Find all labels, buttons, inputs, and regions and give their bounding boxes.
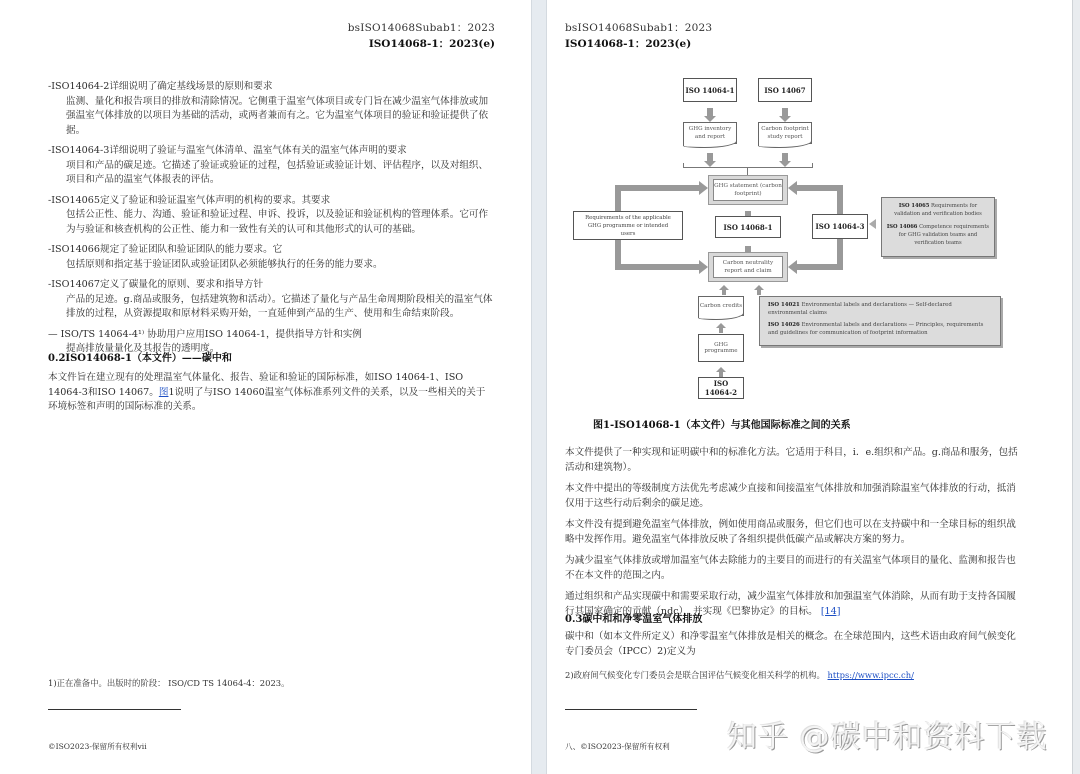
figure-link[interactable]: 图	[158, 386, 169, 398]
panel-line-iso-14021: ISO 14021 Environmental labels and declarations — Self-declared environmental claims	[768, 302, 952, 316]
list-item-lead: -ISO14067定义了碳量化的原则、要求和指导方针	[48, 279, 264, 290]
loop-bar	[615, 185, 699, 191]
scrollbar-edge[interactable]	[1072, 0, 1080, 774]
right-header-ref: bsISO14068Subab1：2023	[565, 22, 713, 34]
list-item-lead: -ISO14065定义了验证和验证温室气体声明的机构的要求。其要求	[48, 194, 331, 206]
paragraph: 本文件没有提到避免温室气体排放，例如使用商品或服务，但它们也可以在支持碳中和一全球目标的组织战略中发挥作用。避免温室气体排放反映了各组织提供低碳产品或解决方案的努力。	[565, 519, 1016, 545]
right-footer: 八、©ISO2023-保留所有权利	[565, 742, 670, 751]
paragraph-text-post: 1说明了与ISO 14060温室气体标准系列文件的关系，以及一些相关的关于环境标签和声明的国际标准的关系。	[48, 386, 486, 412]
paragraph: 本文件中提出的等级制度方法优先考虑减少直接和间接温室气体排放和加强消除温室气体排放的行动，抵消仅用于这些行动后剩余的碳足迹。	[565, 483, 1016, 509]
standards-list	[48, 80, 493, 357]
box-iso-14068-1: ISO 14068-1	[715, 216, 781, 238]
doc-ghg-inventory: GHG inventory and report	[683, 122, 737, 144]
reference-link-14[interactable]: [14]	[820, 605, 841, 617]
relationship-diagram	[547, 0, 1072, 410]
page-gutter	[531, 0, 547, 774]
carbon-neutrality-report: Carbon neutrality report and claim	[713, 256, 783, 278]
loop-bar	[615, 185, 621, 211]
paragraph: 为减少温室气体排放或增加温室气体去除能力的主要目的而进行的有关温室气体项目的量化、监测和报告也不在本文件的范围之内。	[565, 555, 1016, 581]
list-item	[48, 278, 493, 322]
paragraph-text: 通过组织和产品实现碳中和需要采取行动，减少温室气体排放和加强温室气体消除，从而有助于支持各国履行其国家确定的贡献（ndc），并实现《巴黎协定》的目标。	[565, 591, 1016, 617]
box-iso-14064-1: ISO 14064-1	[683, 78, 737, 102]
list-item-lead: -ISO14064-2详细说明了确定基线场景的原则和要求	[48, 81, 273, 92]
doc-carbon-footprint: Carbon footprint study report	[758, 122, 812, 144]
section-paragraph: 碳中和（如本文件所定义）和净零温室气体排放是相关的概念。在全球范围内，这些术语由政府间气候变化专门委员会（IPCC）2)定义为	[565, 631, 1016, 657]
footnote-divider	[565, 709, 697, 710]
footnote-1: 1)正在准备中。出版时的阶段： ISO/CD TS 14064-4：2023。	[48, 678, 290, 688]
doc-carbon-credits: Carbon credits	[698, 296, 744, 316]
arrow-right-icon	[699, 181, 708, 195]
box-ghg-programme: GHG programme	[698, 334, 744, 362]
arrow-right-icon	[699, 260, 708, 274]
list-item	[48, 144, 493, 188]
box-iso-14067: ISO 14067	[758, 78, 812, 102]
list-item-body: 项目和产品的碳足迹。它描述了验证或验证的过程，包括验证或验证计划、评估程序，以及对组织、项目和产品的温室气体报表的评估。	[66, 159, 489, 185]
body-paragraphs	[565, 446, 1025, 619]
labels-declarations-panel	[759, 296, 1001, 346]
footnote-text: 2)政府间气候变化专门委员会是联合国评估气候变化相关科学的机构。	[565, 670, 825, 680]
footnote-2	[565, 669, 914, 681]
list-item	[48, 243, 493, 272]
left-page	[0, 0, 531, 774]
intro-paragraph	[48, 371, 493, 415]
list-item	[48, 194, 493, 238]
section-heading-0-3: 0.3碳中和和净零温室气体排放	[565, 614, 703, 625]
left-header-title: ISO14068-1：2023(e)	[368, 38, 495, 50]
ghg-statement: GHG statement (carbon footprint)	[713, 179, 783, 201]
list-item-body: 提高排放量量化及其报告的透明度。	[66, 343, 220, 354]
box-iso-14064-2: ISO 14064-2	[698, 377, 744, 399]
requirements-box: Requirements of the applicable GHG programme or intended users	[573, 211, 683, 240]
figure-caption: 图1-ISO14068-1（本文件）与其他国际标准之间的关系	[593, 420, 851, 431]
loop-bar	[797, 264, 843, 270]
loop-bar	[837, 185, 843, 214]
list-item-lead: -ISO14064-3详细说明了验证与温室气体清单、温室气体有关的温室气体声明的要求	[48, 145, 407, 156]
left-header-ref: bsISO14068Subab1：2023	[347, 22, 495, 34]
ipcc-link[interactable]: https://www.ipcc.ch/	[827, 670, 914, 680]
arrow-left-icon	[788, 181, 797, 195]
panel-line-iso-14066: ISO 14066 Competence requirements for GHG validation teams and verification teams	[886, 224, 990, 246]
arrow-up-icon	[716, 323, 726, 328]
watermark: 知乎 @碳中和资料下载	[727, 720, 1048, 755]
list-item-lead: -ISO14066规定了验证团队和验证团队的能力要求。它	[48, 244, 283, 255]
list-item-body: 包括原则和指定基于验证团队或验证团队必须能够执行的任务的能力要求。	[66, 258, 383, 270]
list-item	[48, 80, 493, 138]
merge-connector	[747, 168, 748, 175]
arrow-left-icon	[869, 219, 876, 229]
panel-line-iso-14026: ISO 14026 Environmental labels and declarations — Principles, requirements and guidelines for communication of footprint information	[768, 322, 984, 336]
merge-bracket	[683, 163, 813, 168]
paragraph: 本文件提供了一种实现和证明碳中和的标准化方法。它适用于科目，i．e.组织和产品。g.商品和服务，包括活动和建筑物）。	[565, 447, 1018, 473]
paragraph-text-pre: 本文件旨在建立现有的处理温室气体量化、报告、验证和验证的国际标准，如ISO 14064-1、ISO 14064-3和ISO 14067。	[48, 372, 464, 398]
footnote-divider	[48, 709, 181, 710]
list-item-body: 监测、量化和报告项目的排放和清除情况。它侧重于温室气体项目或专门旨在减少温室气体排放或加强温室气体排放的以项目为基础的活动，或两者兼而有之。它为温室气体项目的验证和验证提供了依据。	[66, 95, 489, 136]
right-header-title: ISO14068-1：2023(e)	[565, 38, 692, 50]
right-page	[547, 0, 1072, 774]
list-item-lead: — ISO/TS 14064-4¹⁾ 协助用户应用ISO 14064-1，提供指导方针和实例	[48, 328, 362, 340]
box-iso-14064-3: ISO 14064-3	[812, 214, 868, 239]
arrow-up-icon	[719, 285, 729, 290]
left-footer: ©ISO2023-保留所有权利vii	[48, 742, 147, 751]
arrow-up-icon	[716, 367, 726, 372]
validation-bodies-panel	[881, 197, 995, 257]
list-item-body: 产品的足迹。g.商品或服务，包括建筑物和活动）。它描述了量化与产品生命周期阶段相关的温室气体排放的过程，从资源提取和原材料采购开始，一直延伸到产品的生产、使用和生命结束阶段。	[66, 293, 493, 319]
panel-line-iso-14065: ISO 14065 Requirements for validation and verification bodies	[894, 203, 982, 217]
arrow-left-icon	[788, 260, 797, 274]
list-item-body: 包括公正性、能力、沟通、验证和验证过程、申诉、投诉，以及验证和验证机构的管理体系。它可作为与验证和核查机构的公正性、能力和一致性有关的认可和其他形式的认可的基础。	[66, 209, 489, 235]
arrow-up-icon	[754, 285, 764, 290]
section-heading-0-2: 0.2ISO14068-1（本文件）——碳中和	[48, 353, 232, 364]
loop-bar	[615, 264, 699, 270]
